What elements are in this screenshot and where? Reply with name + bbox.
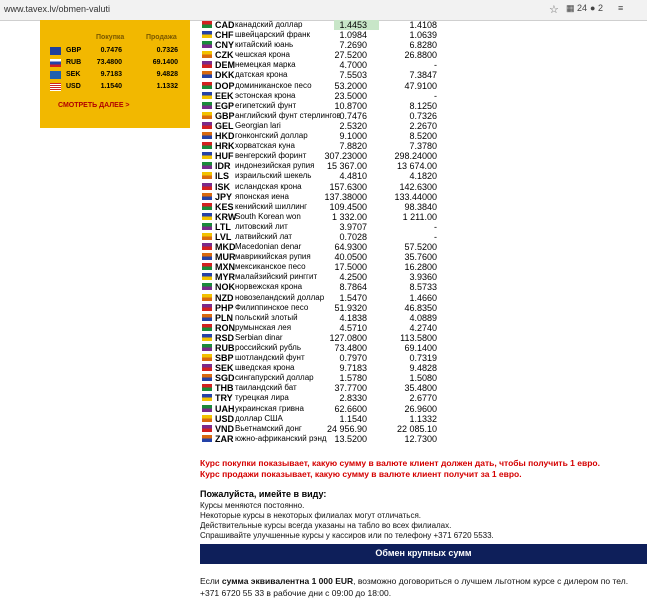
rate-name: швейцарский франк [235, 30, 311, 40]
rate-name: малайзийский ринггит [235, 272, 318, 282]
large-sums-text [200, 575, 640, 599]
rate-buy: 2.5320 [339, 120, 367, 131]
rate-sell: 12.7300 [404, 433, 437, 444]
rate-row-egp [200, 101, 445, 111]
rate-buy: 127.0800 [329, 332, 367, 343]
rub-flag-icon [50, 59, 61, 67]
rate-sell: 4.1820 [409, 171, 437, 182]
rate-buy: 9.1000 [339, 131, 367, 142]
rate-buy: 4.5710 [339, 322, 367, 333]
sidebar-code: USD [66, 83, 81, 90]
extension-icon-b[interactable]: ● 2 [590, 3, 603, 13]
pln-flag-icon [202, 314, 212, 321]
sell-rate-note: Курс продажи показывает, какую сумму в валюте клиент получит за 1 евро. [200, 469, 522, 479]
rate-buy: 37.7700 [334, 383, 367, 394]
rate-row-ron [200, 323, 445, 333]
rate-buy: 157.6300 [329, 181, 367, 192]
rate-code: LTL [215, 221, 231, 232]
rate-name: латвийский лат [235, 231, 293, 241]
usd-flag-icon [202, 415, 212, 422]
rate-row-pln [200, 313, 445, 323]
idr-flag-icon [202, 162, 212, 169]
rate-name: датская крона [235, 70, 288, 80]
jpy-flag-icon [202, 193, 212, 200]
mur-flag-icon [202, 253, 212, 260]
sidebar-buy: 0.7476 [100, 47, 122, 54]
sidebar-sell: 1.1332 [156, 83, 178, 90]
rate-sell: 35.7600 [404, 252, 437, 263]
rate-code: DEM [215, 60, 235, 71]
rate-name: гонконгский доллар [235, 131, 308, 141]
rate-buy: 2.8330 [339, 393, 367, 404]
rate-buy: 23.5000 [334, 90, 367, 101]
rate-row-zar [200, 434, 445, 444]
rate-code: USD [215, 413, 235, 424]
chf-flag-icon [202, 31, 212, 38]
cny-flag-icon [202, 41, 212, 48]
sidebar-buy: 73.4800 [96, 59, 122, 66]
rate-row-nok [200, 282, 445, 292]
rate-row-cad [200, 20, 445, 30]
rate-name: литовский лит [235, 221, 288, 231]
rate-row-mxn [200, 262, 445, 272]
rate-buy: 7.5503 [339, 70, 367, 81]
rate-row-sek [200, 363, 445, 373]
cad-flag-icon [202, 21, 212, 28]
rate-buy: 0.7028 [339, 231, 367, 242]
rate-name: шотландский фунт [235, 353, 305, 363]
rate-buy: 1.4453 [339, 20, 367, 30]
notice-line-3: Действительные курсы всегда указаны на табло во всех филиалах. [200, 521, 452, 530]
gbp-flag-icon [50, 47, 61, 55]
rate-buy: 62.6600 [334, 403, 367, 414]
rate-row-ltl [200, 222, 445, 232]
rate-buy: 9.7183 [339, 363, 367, 374]
buy-rate-note: Курс покупки показывает, какую сумму в валюте клиент должен дать, чтобы получить 1 евро. [200, 458, 600, 468]
rate-sell: 1.4660 [409, 292, 437, 303]
rate-name: Serbian dinar [235, 332, 283, 342]
rate-buy: 1.5780 [339, 373, 367, 384]
rate-buy: 73.4800 [334, 343, 367, 353]
rate-code: EEK [215, 90, 234, 101]
rate-code: MYR [215, 272, 235, 283]
rate-sell: 7.3780 [409, 141, 437, 152]
rate-buy: 7.8820 [339, 141, 367, 152]
rate-sell: 3.9360 [409, 272, 437, 283]
rate-code: MUR [215, 252, 236, 263]
sidebar-sell: 0.7326 [156, 47, 178, 54]
rate-code: LVL [215, 231, 232, 242]
gel-flag-icon [202, 122, 212, 129]
large-sums-prefix: Если [200, 576, 222, 586]
rate-buy: 1.5470 [339, 292, 367, 303]
ils-flag-icon [202, 172, 212, 179]
rate-row-chf [200, 30, 445, 40]
ron-flag-icon [202, 324, 212, 331]
sidebar-sell: 9.4828 [156, 71, 178, 78]
rate-sell: 113.5800 [400, 332, 437, 343]
rate-name: китайский юань [235, 40, 294, 50]
rate-name: польский злотый [235, 312, 298, 322]
sidebar-header-sell: Продажа [146, 34, 177, 41]
sek-flag-icon [202, 364, 212, 371]
rate-code: KRW [215, 211, 237, 222]
rate-row-ils [200, 171, 445, 181]
rate-sell: 13 674.00 [396, 161, 437, 172]
sidebar-row-gbp [50, 46, 182, 57]
rate-buy: 7.2690 [339, 40, 367, 51]
rate-code: VND [215, 423, 235, 434]
huf-flag-icon [202, 152, 212, 159]
rate-name: японская иена [235, 191, 289, 201]
rate-code: SEK [215, 363, 234, 374]
rate-row-kes [200, 202, 445, 212]
rate-code: RUB [215, 343, 235, 353]
mxn-flag-icon [202, 263, 212, 270]
rate-row-mkd [200, 242, 445, 252]
sbp-flag-icon [202, 354, 212, 361]
kes-flag-icon [202, 203, 212, 210]
rate-code: CZK [215, 50, 234, 61]
rate-code: THB [215, 383, 234, 394]
browser-toolbar [0, 0, 647, 21]
extension-counter-b: 2 [597, 3, 603, 13]
rate-sell: 69.1400 [404, 343, 437, 353]
rate-row-usd [200, 414, 445, 424]
rate-buy: 17.5000 [334, 262, 367, 273]
rate-buy: 4.7000 [339, 60, 367, 71]
rate-sell: 6.8280 [409, 40, 437, 51]
rate-sell: - [434, 231, 437, 242]
rate-code: HUF [215, 151, 234, 162]
vnd-flag-icon [202, 425, 212, 432]
rate-name: российский рубль [235, 343, 302, 352]
rate-code: GEL [215, 120, 234, 131]
rate-sell: 4.2740 [409, 322, 437, 333]
rate-code: ILS [215, 171, 230, 182]
eek-flag-icon [202, 92, 212, 99]
rate-name: венгерский форинт [235, 151, 307, 161]
rate-name: мексиканское песо [235, 262, 306, 272]
rate-code: MXN [215, 262, 235, 273]
rate-name: хорватская куна [235, 141, 295, 151]
rate-name: израильский шекель [235, 171, 312, 181]
rate-code: JPY [215, 191, 233, 202]
rate-sell: 46.8350 [404, 302, 437, 313]
rate-code: CAD [215, 20, 235, 30]
try-flag-icon [202, 394, 212, 401]
rate-row-eek [200, 91, 445, 101]
rate-sell: 1 211.00 [402, 211, 437, 222]
rate-name: новозеландский доллар [235, 292, 325, 302]
rate-sell: 26.9600 [404, 403, 437, 414]
rate-sell: 1.4108 [409, 20, 437, 30]
rate-row-cny [200, 40, 445, 50]
rate-sell: 98.3840 [404, 201, 437, 212]
sidebar-code: GBP [66, 47, 82, 54]
rate-name: эстонская крона [235, 90, 296, 100]
extension-counter-a: 24 [577, 3, 588, 13]
rate-code: UAH [215, 403, 235, 414]
rate-sell: 1.1332 [409, 413, 437, 424]
large-sums-suffix: , возможно договориться о лучшем льготном курсе с дилером по тел. +371 6720 55 33 в рабочие дни с 09:00 до 18:00. [200, 576, 629, 598]
rate-buy: 13.5200 [334, 433, 367, 444]
rate-code: KES [215, 201, 234, 212]
rate-name: доминиканское песо [235, 80, 312, 90]
rate-buy: 10.8700 [334, 100, 367, 111]
rate-name: Georgian lari [235, 120, 281, 130]
rate-code: GBP [215, 110, 235, 121]
rate-name: кенийский шиллинг [235, 201, 308, 211]
rate-row-mur [200, 252, 445, 262]
rate-name: таиландский бат [235, 383, 297, 393]
rate-sell: - [434, 60, 437, 71]
rate-buy: 53.2000 [334, 80, 367, 91]
krw-flag-icon [202, 213, 212, 220]
rate-name: чешская крона [235, 50, 290, 60]
rate-code: CHF [215, 30, 234, 41]
sidebar-header-buy: Покупка [96, 34, 125, 41]
rate-name: украинская гривна [235, 403, 304, 413]
rate-row-lvl [200, 232, 445, 242]
rate-row-uah [200, 404, 445, 414]
rate-row-dop [200, 81, 445, 91]
rate-code: RON [215, 322, 235, 333]
rate-row-hrk [200, 141, 445, 151]
rate-code: MKD [215, 242, 236, 253]
rate-buy: 0.7476 [339, 110, 367, 121]
rate-sell: 298.24000 [394, 151, 437, 162]
uah-flag-icon [202, 405, 212, 412]
rate-row-gel [200, 121, 445, 131]
rate-sell: 35.4800 [404, 383, 437, 394]
rate-row-sgd [200, 373, 445, 383]
mkd-flag-icon [202, 243, 212, 250]
rate-row-jpy [200, 192, 445, 202]
dkk-flag-icon [202, 71, 212, 78]
rate-row-isk [200, 182, 445, 192]
notice-line-2: Некоторые курсы в некоторых филиалах могут отличаться. [200, 511, 422, 520]
sidebar-buy: 1.1540 [100, 83, 122, 90]
rate-sell: 1.0639 [409, 30, 437, 41]
rate-name: румынская лея [235, 322, 292, 332]
rate-sell: 8.5733 [409, 282, 437, 293]
rate-name: шведская крона [235, 363, 295, 373]
rate-name: исландская крона [235, 181, 302, 191]
sidebar-code: SEK [66, 71, 81, 78]
rate-name: сингапурский доллар [235, 373, 314, 383]
rate-code: SBP [215, 353, 234, 364]
thb-flag-icon [202, 384, 212, 391]
rate-code: NZD [215, 292, 234, 303]
isk-flag-icon [202, 183, 212, 190]
rate-sell: - [434, 90, 437, 101]
rate-name: South Korean won [235, 211, 301, 221]
rate-sell: 16.2800 [404, 262, 437, 273]
rate-code: ISK [215, 181, 231, 192]
sgd-flag-icon [202, 374, 212, 381]
rate-name: Macedonian denar [235, 242, 302, 252]
rate-buy: 51.9320 [334, 302, 367, 313]
rate-sell: 1.5080 [409, 373, 437, 384]
rate-row-nzd [200, 293, 445, 303]
rate-row-idr [200, 161, 445, 171]
rate-sell: 8.5200 [409, 131, 437, 142]
rate-buy: 109.4500 [329, 201, 367, 212]
rate-sell: 0.7319 [409, 353, 437, 364]
egp-flag-icon [202, 102, 212, 109]
rate-code: EGP [215, 100, 235, 111]
rate-buy: 1.1540 [339, 413, 367, 424]
rate-buy: 4.2500 [339, 272, 367, 283]
notice-line-1: Курсы меняются постоянно. [200, 501, 305, 510]
rate-row-krw [200, 212, 445, 222]
ltl-flag-icon [202, 223, 212, 230]
rate-code: PLN [215, 312, 233, 323]
rate-code: DKK [215, 70, 235, 81]
rate-name: Филиппинское песо [235, 302, 309, 312]
rate-sell: 0.7326 [409, 110, 437, 121]
notice-line-4: Спрашивайте улучшенные курсы у кассиров или по телефону +371 6720 5533. [200, 531, 494, 540]
rate-buy: 0.7970 [339, 353, 367, 364]
lvl-flag-icon [202, 233, 212, 240]
rate-row-myr [200, 272, 445, 282]
rate-row-hkd [200, 131, 445, 141]
rate-sell: 22 085.10 [396, 423, 437, 434]
rate-buy: 24 956.90 [326, 423, 367, 434]
sidebar-buy: 9.7183 [100, 71, 122, 78]
nok-flag-icon [202, 283, 212, 290]
rate-row-huf [200, 151, 445, 161]
rate-sell: 47.9100 [404, 80, 437, 91]
rate-code: PHP [215, 302, 234, 313]
rate-row-php [200, 303, 445, 313]
hkd-flag-icon [202, 132, 212, 139]
menu-icon[interactable]: ≡ [618, 3, 624, 13]
rate-name: маврикийская рупия [235, 252, 311, 262]
usd-flag-icon [50, 83, 61, 91]
rate-row-czk [200, 50, 445, 60]
rate-name: доллар США [235, 413, 283, 423]
rate-buy: 8.7864 [339, 282, 367, 293]
rate-sell: 57.5200 [404, 242, 437, 253]
rate-row-rsd [200, 333, 445, 343]
rate-row-thb [200, 383, 445, 393]
rate-code: CNY [215, 40, 235, 51]
dop-flag-icon [202, 82, 212, 89]
nzd-flag-icon [202, 294, 212, 301]
rate-buy: 4.1838 [339, 312, 367, 323]
rate-sell: 2.2670 [409, 120, 437, 131]
sidebar-row-usd [50, 82, 182, 93]
sek-flag-icon [50, 71, 61, 79]
rate-sell: 2.6770 [409, 393, 437, 404]
rate-row-gbp [200, 111, 445, 121]
rate-name: английский фунт стерлингов [235, 110, 341, 120]
rate-name: турецкая лира [235, 393, 289, 403]
rate-buy: 1.0984 [339, 30, 367, 41]
rate-buy: 4.4810 [339, 171, 367, 182]
rate-sell: - [434, 221, 437, 232]
rate-name: индонезийская рупия [235, 161, 315, 171]
rate-code: HKD [215, 131, 235, 142]
rate-row-dem [200, 60, 445, 70]
czk-flag-icon [202, 51, 212, 58]
rate-sell: 8.1250 [409, 100, 437, 111]
rate-sell: 9.4828 [409, 363, 437, 374]
rate-sell: 7.3847 [409, 70, 437, 81]
rate-buy: 15 367.00 [326, 161, 367, 172]
address-bar[interactable]: www.tavex.lv/obmen-valuti [4, 4, 111, 14]
see-more-link[interactable]: СМОТРЕТЬ ДАЛЕЕ > [58, 102, 130, 109]
rate-row-rub [200, 343, 445, 353]
rate-name: норвежская крона [235, 282, 303, 292]
rate-row-dkk [200, 70, 445, 80]
sidebar-row-rub [50, 58, 182, 69]
rate-name: Вьетнамский донг [235, 423, 302, 433]
dem-flag-icon [202, 61, 212, 68]
rate-buy: 27.5200 [334, 50, 367, 61]
rate-code: RSD [215, 332, 235, 343]
rate-buy: 137.38000 [324, 191, 367, 202]
php-flag-icon [202, 304, 212, 311]
rate-buy: 64.9300 [334, 242, 367, 253]
rate-row-vnd [200, 424, 445, 434]
hrk-flag-icon [202, 142, 212, 149]
rate-sell: 133.44000 [394, 191, 437, 202]
notice-heading: Пожалуйста, имейте в виду: [200, 489, 327, 499]
rate-code: NOK [215, 282, 235, 293]
rate-code: IDR [215, 161, 231, 172]
sidebar-header [40, 34, 190, 44]
rate-buy: 1 332.00 [331, 211, 367, 222]
rate-buy: 307.23000 [324, 151, 367, 162]
rate-code: DOP [215, 80, 235, 91]
rsd-flag-icon [202, 334, 212, 341]
rate-code: HRK [215, 141, 235, 152]
myr-flag-icon [202, 273, 212, 280]
rate-row-sbp [200, 353, 445, 363]
bookmark-star-icon[interactable]: ☆ [549, 4, 559, 16]
rate-code: ZAR [215, 433, 234, 444]
rate-name: южно-африканский рэнд [235, 433, 327, 443]
rate-name: немецкая марка [235, 60, 296, 70]
rate-row-try [200, 393, 445, 403]
rub-flag-icon [202, 344, 212, 351]
large-sums-banner[interactable]: Обмен крупных сумм [200, 544, 647, 564]
rate-code: SGD [215, 373, 235, 384]
rate-name: египетский фунт [235, 100, 297, 110]
zar-flag-icon [202, 435, 212, 442]
rate-name: канадский доллар [235, 20, 303, 29]
rate-buy: 40.0500 [334, 252, 367, 263]
sidebar-rates-widget [40, 20, 190, 128]
sidebar-code: RUB [66, 59, 82, 66]
rate-sell: 142.6300 [399, 181, 437, 192]
sidebar-sell: 69.1400 [152, 59, 178, 66]
rate-sell: 4.0889 [409, 312, 437, 323]
rate-code: TRY [215, 393, 233, 404]
extension-icon-a[interactable]: ▦ 24 [566, 3, 588, 13]
sidebar-row-sek [50, 70, 182, 81]
rate-sell: 26.8800 [404, 50, 437, 61]
rates-table [200, 20, 445, 444]
large-sums-bold: сумма эквивалентна 1 000 EUR [221, 576, 354, 586]
rate-buy: 3.9707 [339, 221, 367, 232]
gbp-flag-icon [202, 112, 212, 119]
